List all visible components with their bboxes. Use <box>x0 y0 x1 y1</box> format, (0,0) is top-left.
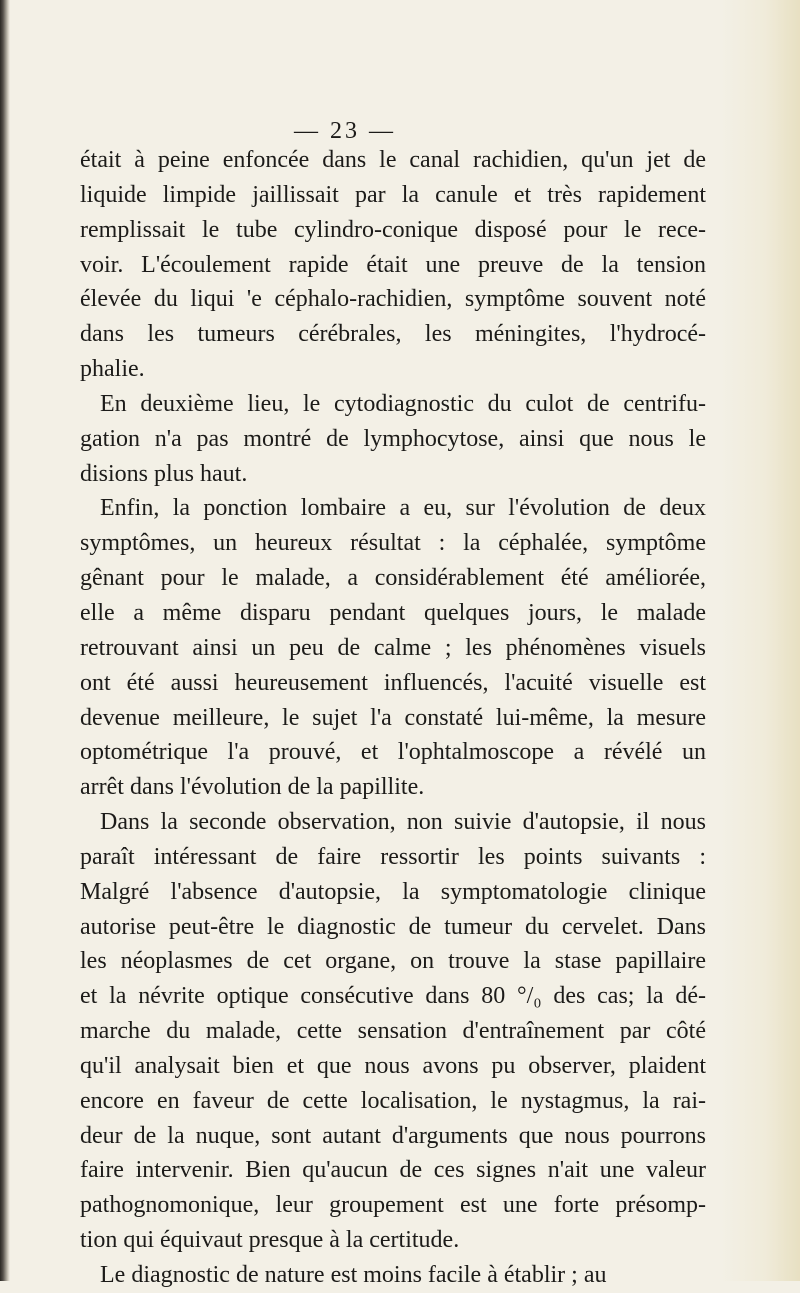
text-line: elle a même disparu pendant quelques jours, le malade <box>80 599 706 626</box>
text-line: phalie. <box>80 356 145 383</box>
text-line: dans les tumeurs cérébrales, les méningites, l'hydrocé- <box>80 321 706 348</box>
text-line: devenue meilleure, le sujet l'a constaté lui-même, la mesure <box>80 704 706 731</box>
text-line: et la névrite optique consécutive dans 80 °/₀ des cas; la dé- <box>80 983 706 1010</box>
text-line: qu'il analysait bien et que nous avons pu observer, plaident <box>80 1052 706 1079</box>
text-line: tion qui équivaut presque à la certitude. <box>80 1227 460 1254</box>
text-line: ont été aussi heureusement influencés, l'acuité visuelle est <box>80 669 706 696</box>
text-line: remplissait le tube cylindro-conique disposé pour le rece- <box>80 216 706 243</box>
text-line: Le diagnostic de nature est moins facile à établir ; au <box>100 1262 607 1288</box>
text-line: faire intervenir. Bien qu'aucun de ces signes n'ait une valeur <box>80 1157 706 1184</box>
text-line: marche du malade, cette sensation d'entraînement par côté <box>80 1018 706 1045</box>
page-edge-discoloration <box>720 0 800 1281</box>
text-line: voir. L'écoulement rapide était une preuve de la tension <box>80 251 706 278</box>
text-line: Malgré l'absence d'autopsie, la symptomatologie clinique <box>80 878 706 905</box>
body-text <box>80 143 706 1293</box>
text-line: En deuxième lieu, le cytodiagnostic du culot de centrifu- <box>100 390 706 417</box>
text-line: liquide limpide jaillissait par la canule et très rapidement <box>80 181 706 208</box>
text-line: Dans la seconde observation, non suivie d'autopsie, il nous <box>100 809 706 836</box>
text-line: arrêt dans l'évolution de la papillite. <box>80 774 425 801</box>
page-gutter-shadow <box>0 0 10 1281</box>
text-line: les néoplasmes de cet organe, on trouve la stase papillaire <box>80 948 706 975</box>
text-line: encore en faveur de cette localisation, le nystagmus, la rai- <box>80 1087 706 1114</box>
text-line: élevée du liqui 'e céphalo-rachidien, symptôme souvent noté <box>80 286 706 313</box>
text-line: Enfin, la ponction lombaire a eu, sur l'évolution de deux <box>100 495 706 522</box>
text-line: disions plus haut. <box>80 460 248 487</box>
text-line: gênant pour le malade, a considérablement été améliorée, <box>80 565 706 592</box>
text-line: pathognomonique, leur groupement est une forte présomp- <box>80 1192 706 1219</box>
text-line: paraît intéressant de faire ressortir les points suivants : <box>80 843 706 870</box>
page-number: — 23 — <box>294 118 396 144</box>
text-line: optométrique l'a prouvé, et l'ophtalmoscope a révélé un <box>80 739 706 766</box>
text-line: deur de la nuque, sont autant d'arguments que nous pourrons <box>80 1122 706 1149</box>
text-line: retrouvant ainsi un peu de calme ; les phénomènes visuels <box>80 634 706 661</box>
text-line: était à peine enfoncée dans le canal rachidien, qu'un jet de <box>80 147 706 173</box>
text-line: autorise peut-être le diagnostic de tumeur du cervelet. Dans <box>80 913 706 940</box>
text-line: gation n'a pas montré de lymphocytose, ainsi que nous le <box>80 425 706 452</box>
text-line: symptômes, un heureux résultat : la céphalée, symptôme <box>80 530 706 557</box>
